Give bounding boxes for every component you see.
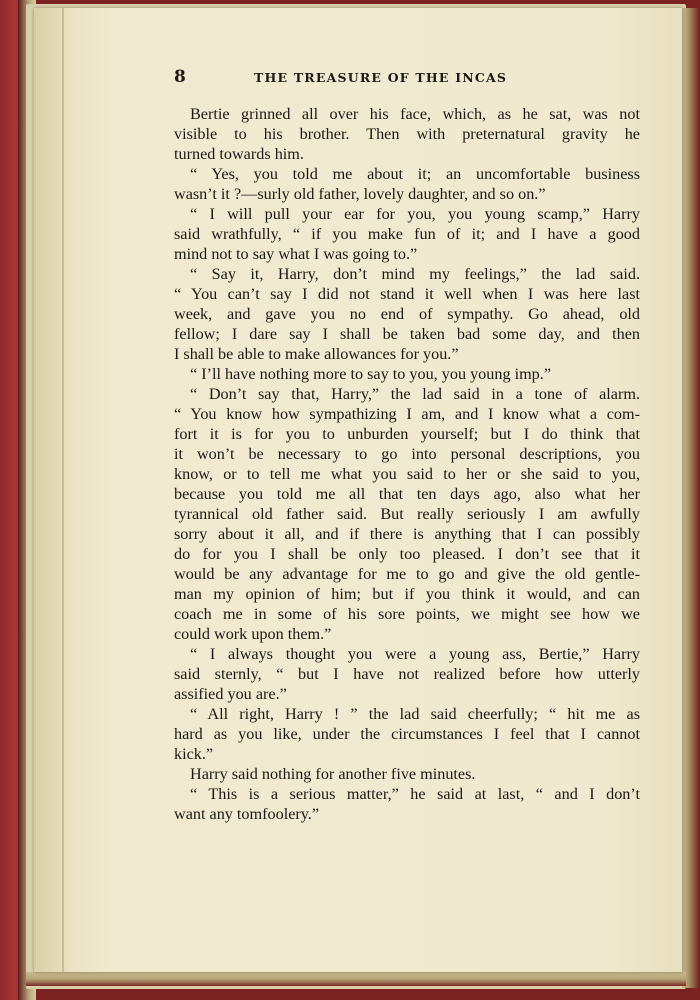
text-line: Bertie grinned all over his face, which, as he sat, was not (190, 105, 640, 123)
text-line: know, or to tell me what you said to her or she said to you, (174, 465, 640, 483)
text-line: wasn’t it ?—surly old father, lovely daughter, and so on.” (174, 185, 546, 203)
text-line: “ All right, Harry ! ” the lad said cheerfully; “ hit me as (190, 705, 640, 723)
text-line: “ Say it, Harry, don’t mind my feelings,” the lad said. (190, 265, 640, 283)
text-line: I shall be able to make allowances for you.” (174, 345, 459, 363)
text-line: do for you I shall be only too pleased. I don’t see that it (174, 545, 640, 563)
text-line: “ I will pull your ear for you, you young scamp,” Harry (190, 205, 640, 223)
text-line: said sternly, “ but I have not realized before how utterly (174, 665, 640, 683)
text-line: mind not to say what I was going to.” (174, 245, 418, 263)
text-line: “ Yes, you told me about it; an uncomfortable business (190, 165, 640, 183)
text-line: could work upon them.” (174, 625, 332, 643)
text-line: “ You can’t say I did not stand it well when I was here last (174, 285, 640, 303)
text-line: because you told me all that ten days ago, also what her (174, 485, 640, 503)
text-line: hard as you like, under the circumstances I feel that I cannot (174, 725, 640, 743)
text-line: man my opinion of him; but if you think it would, and can (174, 585, 640, 603)
page-number: 8 (174, 67, 186, 87)
text-line: “ I always thought you were a young ass, Bertie,” Harry (190, 645, 640, 663)
text-line: tyrannical old father said. But really seriously I am awfully (174, 505, 640, 523)
text-line: said wrathfully, “ if you make fun of it; and I have a good (174, 225, 640, 243)
page-edge-right (682, 8, 700, 988)
text-line: turned towards him. (174, 145, 304, 163)
text-line: it won’t be necessary to go into personal descriptions, you (174, 445, 640, 463)
running-head: THE TREASURE OF THE INCAS (254, 70, 508, 85)
page-header (140, 67, 640, 91)
text-line: would be any advantage for me to go and give the old gentle- (174, 565, 640, 583)
text-line: “ You know how sympathizing I am, and I know what a com- (174, 405, 640, 423)
text-line: fellow; I dare say I shall be taken bad some day, and then (174, 325, 640, 343)
text-line: sorry about it all, and if there is anything that I can possibly (174, 525, 640, 543)
text-line: want any tomfoolery.” (174, 805, 320, 823)
text-line: fort it is for you to unburden yourself; but I do think that (174, 425, 640, 443)
text-line: Harry said nothing for another five minutes. (190, 765, 476, 783)
page-edge-bottom (26, 972, 686, 986)
text-line: week, and gave you no end of sympathy. Go ahead, old (174, 305, 640, 323)
text-line: “ Don’t say that, Harry,” the lad said in a tone of alarm. (190, 385, 640, 403)
page-fold (62, 8, 64, 972)
text-line: coach me in some of his sore points, we might see how we (174, 605, 640, 623)
text-line: kick.” (174, 745, 214, 763)
body-text (174, 104, 640, 824)
text-line: “ This is a serious matter,” he said at last, “ and I don’t (190, 785, 640, 803)
text-line: assified you are.” (174, 685, 287, 703)
text-line: visible to his brother. Then with preternatural gravity he (174, 125, 640, 143)
text-line: “ I’ll have nothing more to say to you, you young imp.” (190, 365, 552, 383)
